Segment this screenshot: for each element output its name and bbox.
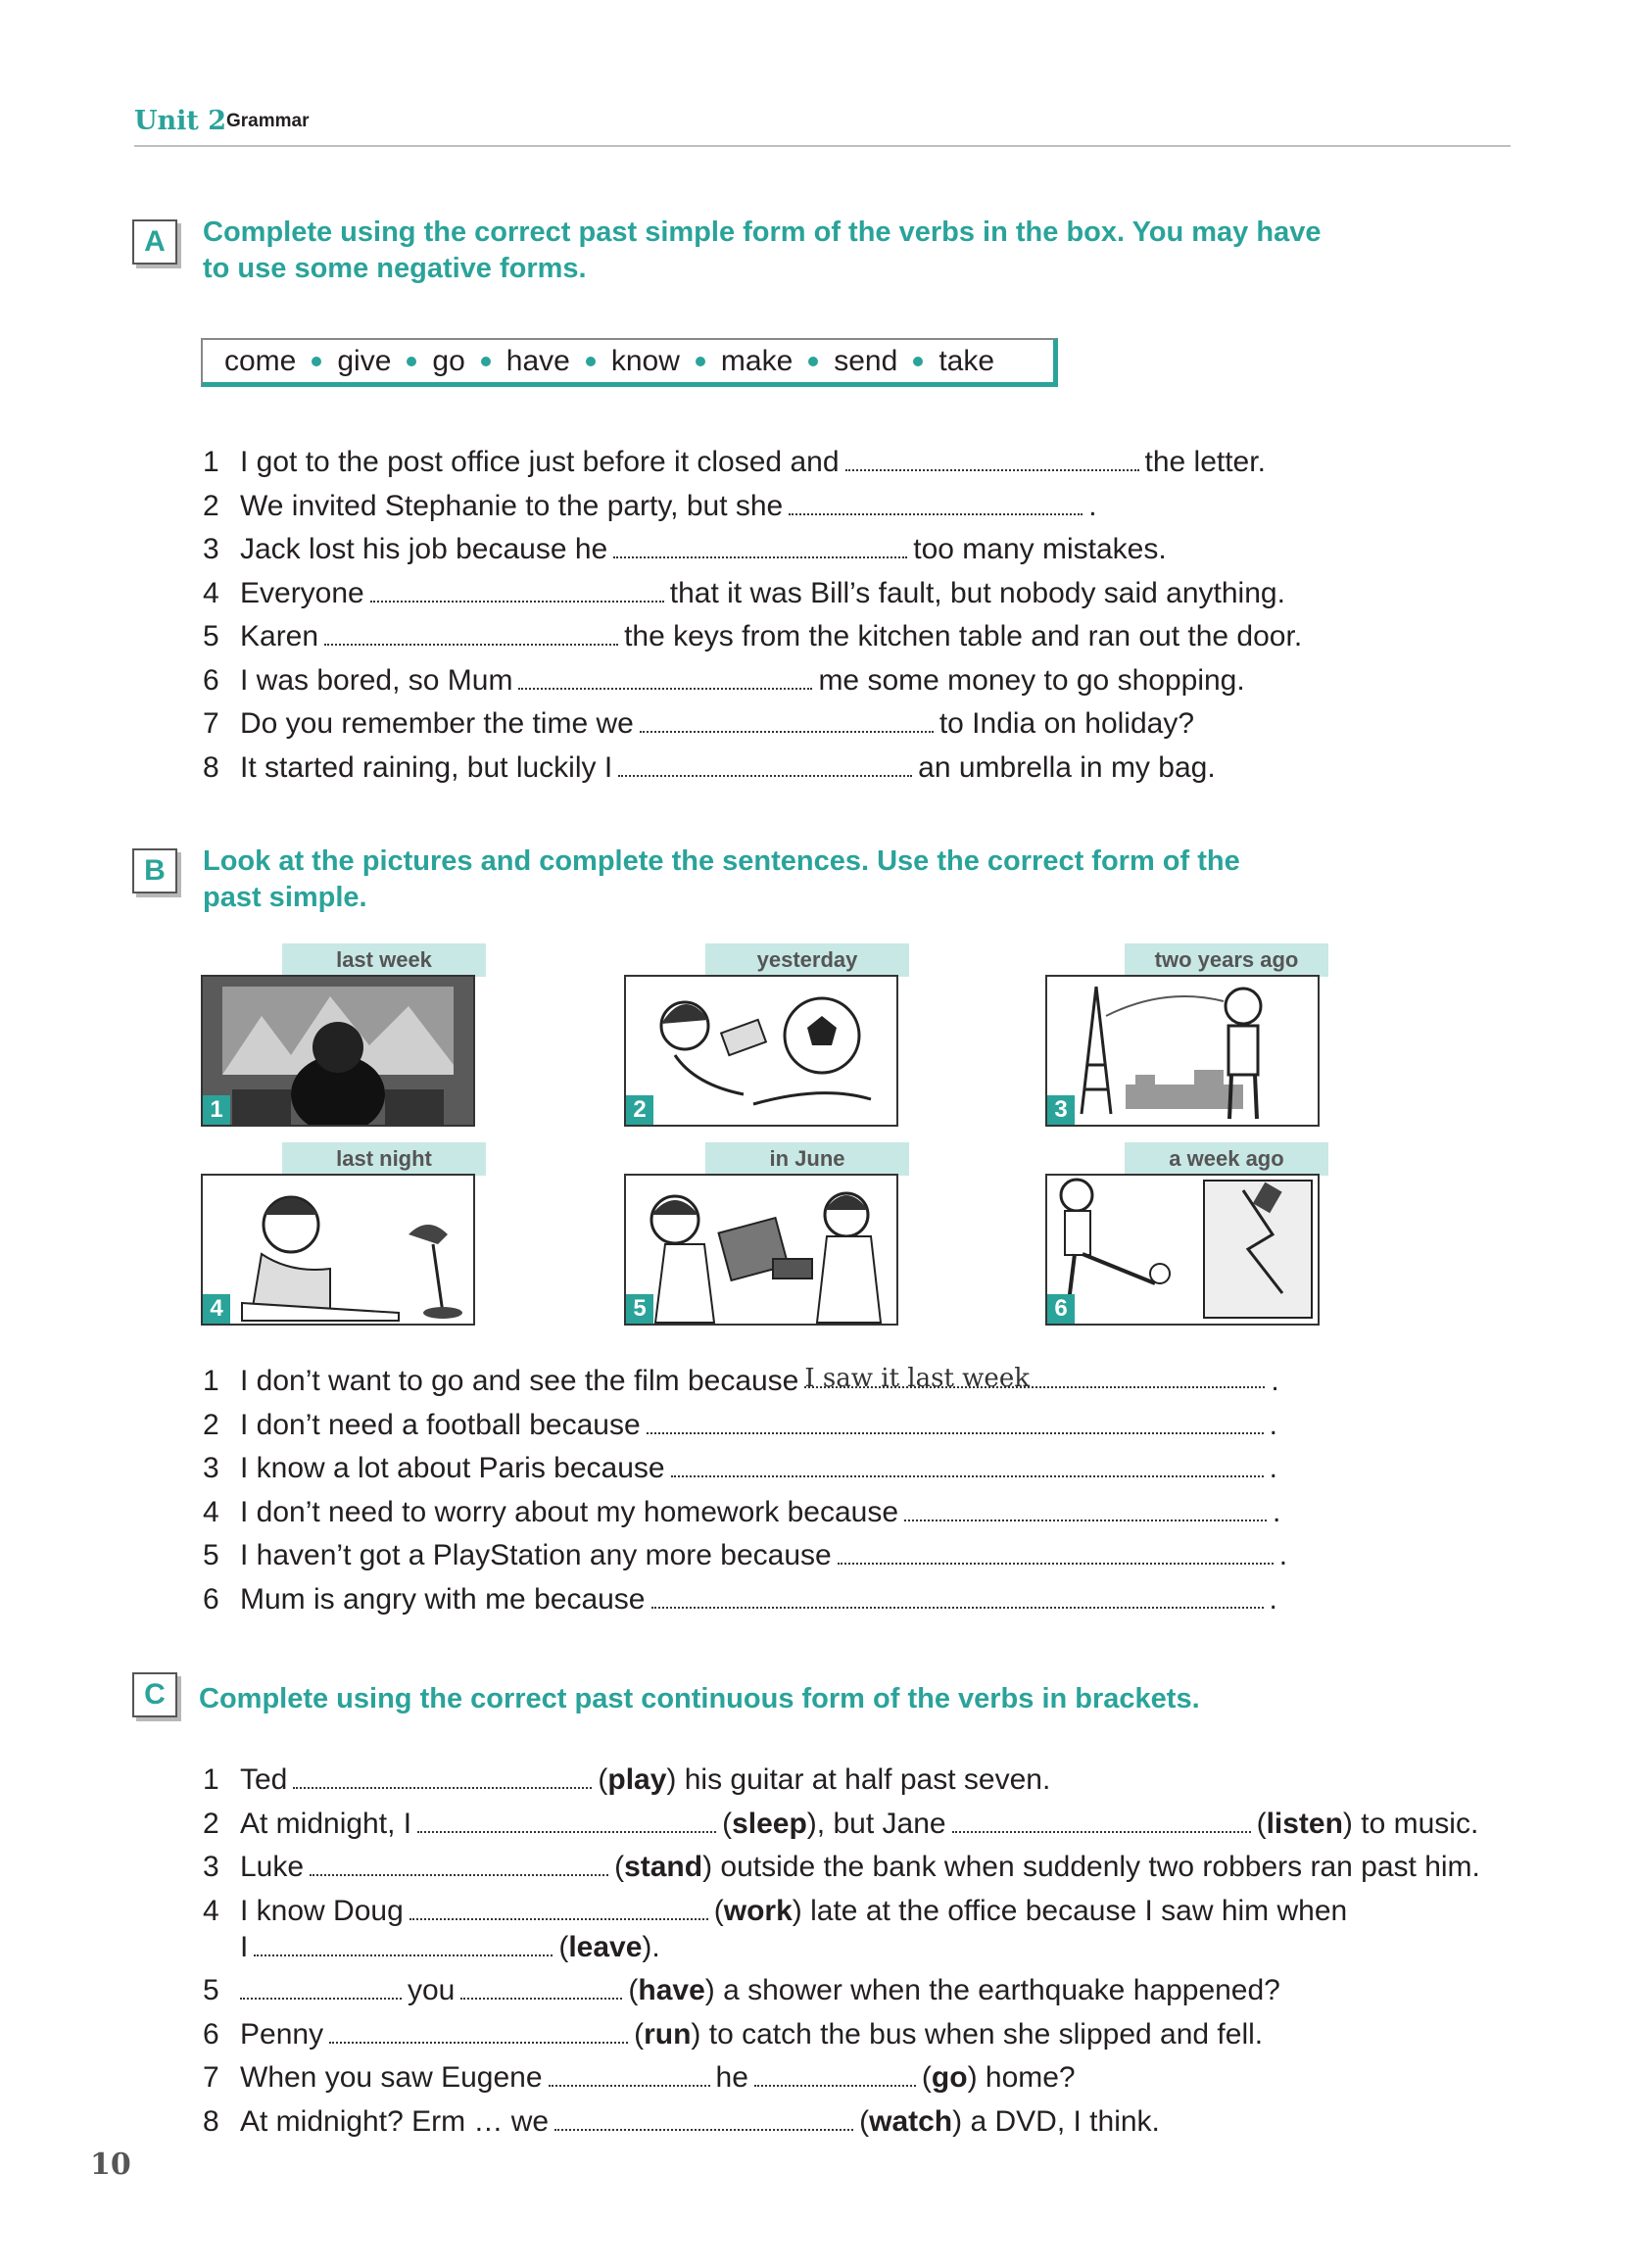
answer-blank[interactable] — [293, 1765, 592, 1789]
page-number: 10 — [90, 2147, 131, 2182]
section-c-instruction: Complete using the correct past continuous form of the verbs in brackets. — [199, 1683, 1200, 1714]
bullet-icon — [696, 357, 705, 366]
picture-cinema — [201, 975, 475, 1127]
verb-word: have — [505, 344, 570, 377]
answer-blank[interactable] — [254, 1933, 553, 1956]
list-item: 6 Penny (run) to catch the bus when she slipped and fell. — [203, 2017, 1264, 2051]
list-item: 2 I don’t need a football because . — [203, 1408, 1277, 1441]
section-b-instruction: Look at the pictures and complete the sentences. Use the correct form of the past simple. — [203, 845, 1240, 913]
list-item: 2 At midnight, I (sleep), but Jane (listen) to music. — [203, 1807, 1479, 1840]
homework-illustration — [203, 1176, 473, 1324]
section-a-list — [203, 446, 1302, 795]
answer-blank[interactable] — [789, 492, 1083, 515]
verb-box — [201, 338, 1058, 387]
answer-blank[interactable] — [554, 2107, 853, 2131]
picture-time-label: in June — [705, 1142, 909, 1176]
unit-title: Unit 2 — [134, 106, 227, 136]
answer-blank[interactable] — [754, 2063, 916, 2087]
picture-number: 5 — [626, 1294, 653, 1324]
bullet-icon — [312, 357, 321, 366]
header-divider — [134, 145, 1511, 147]
picture-time-label: last night — [282, 1142, 486, 1176]
answer-blank[interactable] — [417, 1810, 716, 1833]
answer-blank[interactable] — [640, 709, 934, 733]
list-item: 5 I haven’t got a PlayStation any more because . — [203, 1539, 1288, 1571]
answer-blank[interactable] — [904, 1498, 1267, 1521]
verb-word: send — [834, 344, 898, 377]
answer-blank[interactable] — [460, 1976, 622, 2000]
answer-blank[interactable] — [324, 622, 618, 646]
answer-blank[interactable] — [613, 535, 907, 558]
answer-blank[interactable] — [647, 1411, 1264, 1434]
picture-number: 1 — [203, 1095, 230, 1125]
section-b-list — [203, 1365, 1287, 1626]
section-title: Grammar — [226, 111, 310, 131]
answer-blank[interactable] — [838, 1541, 1274, 1565]
picture-time-label: a week ago — [1125, 1142, 1328, 1176]
list-item: 4 I don’t need to worry about my homework because . — [203, 1495, 1281, 1528]
picture-number: 4 — [203, 1294, 230, 1324]
list-item: 1 Ted (play) his guitar at half past seven. — [203, 1763, 1051, 1796]
picture-playstation — [624, 1174, 898, 1326]
verb-word: know — [610, 344, 680, 377]
bullet-icon — [586, 357, 596, 366]
verb-word: make — [720, 344, 794, 377]
answer-blank[interactable] — [370, 579, 664, 603]
verb-word: come — [224, 344, 297, 377]
list-item: 6 Mum is angry with me because . — [203, 1582, 1277, 1616]
playstation-illustration — [626, 1176, 896, 1324]
picture-time-label: yesterday — [705, 943, 909, 977]
cinema-illustration — [203, 977, 473, 1125]
section-b-label: B — [132, 848, 177, 893]
list-item: 8 It started raining, but luckily I an umbrella in my bag. — [203, 750, 1216, 784]
list-item: 3 Jack lost his job because he too many mistakes. — [203, 533, 1167, 565]
picture-time-label: last week — [282, 943, 486, 977]
verb-word: take — [938, 344, 995, 377]
answer-blank[interactable] — [518, 666, 812, 690]
list-item: 5 you (have) a shower when the earthquake happened? — [203, 1974, 1280, 2006]
list-item: 4 I know Doug (work) late at the office because I saw him when — [203, 1894, 1348, 1927]
bullet-icon — [407, 357, 416, 366]
picture-broken-window — [1045, 1174, 1320, 1326]
section-a-instruction: Complete using the correct past simple form of the verbs in the box. You may have to use some negative forms. — [203, 217, 1322, 284]
picture-number: 2 — [626, 1095, 653, 1125]
answer-blank[interactable] — [409, 1897, 708, 1920]
picture-paris — [1045, 975, 1320, 1127]
verb-word: go — [432, 344, 465, 377]
answer-blank[interactable] — [804, 1364, 1265, 1393]
section-c-list — [203, 1763, 1480, 2148]
answer-blank[interactable] — [240, 1976, 402, 2000]
picture-number: 3 — [1047, 1095, 1075, 1125]
list-item: 7 Do you remember the time we to India on holiday? — [203, 707, 1195, 740]
list-item: 8 At midnight? Erm … we (watch) a DVD, I think. — [203, 2104, 1160, 2138]
answer-blank[interactable] — [549, 2063, 710, 2087]
list-item: 3 I know a lot about Paris because . — [203, 1452, 1277, 1484]
football-illustration — [626, 977, 896, 1125]
list-item: 6 I was bored, so Mum me some money to go shopping. — [203, 663, 1245, 697]
bullet-icon — [808, 357, 818, 366]
answer-blank[interactable] — [671, 1454, 1264, 1477]
list-item: 3 Luke (stand) outside the bank when suddenly two robbers ran past him. — [203, 1851, 1480, 1883]
list-item: 4 Everyone that it was Bill’s fault, but nobody said anything. — [203, 576, 1285, 609]
bullet-icon — [913, 357, 923, 366]
list-item: 5 Karen the keys from the kitchen table and ran out the door. — [203, 620, 1303, 652]
picture-football — [624, 975, 898, 1127]
paris-illustration — [1047, 977, 1318, 1125]
verb-word: give — [337, 344, 392, 377]
answer-blank[interactable] — [618, 753, 912, 777]
answer-blank[interactable] — [952, 1810, 1251, 1833]
list-item-continued: I (leave). — [240, 1930, 660, 1963]
list-item: 7 When you saw Eugene he (go) home? — [203, 2061, 1076, 2094]
list-item: 1 I got to the post office just before it closed and the letter. — [203, 446, 1266, 478]
picture-time-label: two years ago — [1125, 943, 1328, 977]
answer-blank[interactable] — [329, 2020, 628, 2044]
handwritten-answer: I saw it last week — [804, 1364, 1030, 1393]
answer-blank[interactable] — [310, 1853, 608, 1876]
answer-blank[interactable] — [845, 448, 1139, 471]
section-c-label: C — [132, 1672, 177, 1717]
section-a-label: A — [132, 219, 177, 265]
list-item: 1 I don’t want to go and see the film because I saw it last week . — [203, 1364, 1279, 1397]
picture-homework — [201, 1174, 475, 1326]
answer-blank[interactable] — [651, 1585, 1264, 1609]
bullet-icon — [481, 357, 491, 366]
list-item: 2 We invited Stephanie to the party, but she . — [203, 489, 1097, 522]
picture-number: 6 — [1047, 1294, 1075, 1324]
broken-window-illustration — [1047, 1176, 1318, 1324]
